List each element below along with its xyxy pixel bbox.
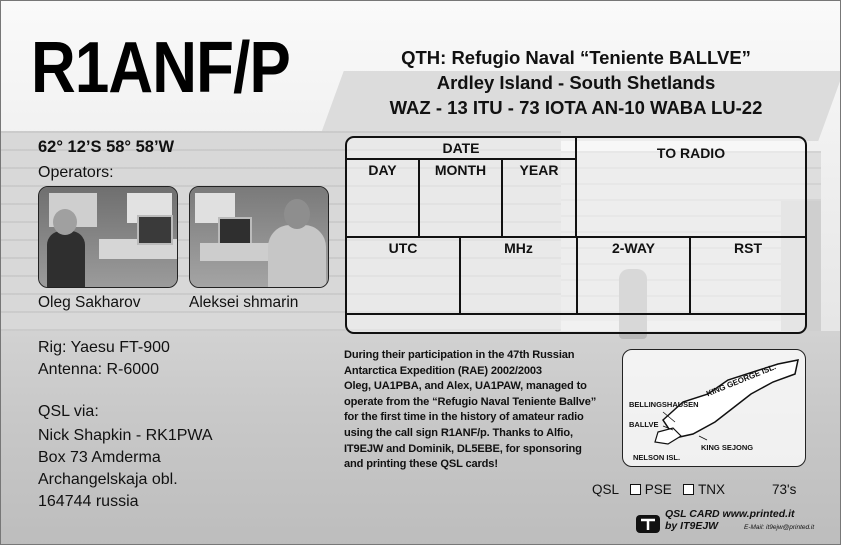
story-line: operate from the “Refugio Naval Teniente Ballve” xyxy=(344,395,597,408)
qsl-label: QSL xyxy=(592,482,619,497)
operator-photo-aleksei xyxy=(189,186,329,288)
mhz-column: MHz xyxy=(504,240,533,256)
printer-contact: E-Mail: it9ejw@printed.it xyxy=(744,524,815,531)
operator-photo-oleg xyxy=(38,186,178,288)
callsign-title: R1ANF/P xyxy=(31,28,290,108)
qsl-via-label: QSL via: xyxy=(38,403,99,420)
pse-checkbox[interactable] xyxy=(630,484,641,495)
map-label-ballve: BALLVE xyxy=(629,420,659,429)
rst-column: RST xyxy=(734,240,762,256)
operator-name-2: Aleksei shmarin xyxy=(189,294,299,311)
story-line: Antarctica Expedition (RAE) 2002/2003 xyxy=(344,364,542,377)
rig-line: Rig: Yaesu FT-900 xyxy=(38,339,170,356)
story-line: IT9EJW and Dominik, DL5EBE, for sponsoring xyxy=(344,442,582,455)
year-column: YEAR xyxy=(519,162,559,178)
printer-line: QSL CARD www.printed.it xyxy=(665,508,795,520)
coordinates: 62° 12’S 58° 58’W xyxy=(38,138,175,156)
story-line: for the first time in the history of amateur radio xyxy=(344,411,584,424)
qth-line: QTH: Refugio Naval “Teniente BALLVE” xyxy=(401,47,751,68)
map-label-nelson: NELSON ISL. xyxy=(633,453,681,462)
month-column: MONTH xyxy=(434,162,487,178)
operator-name-1: Oleg Sakharov xyxy=(38,294,141,311)
tnx-checkbox[interactable] xyxy=(683,484,694,495)
antenna-line: Antenna: R-6000 xyxy=(38,361,159,378)
qsl-status-row xyxy=(592,482,725,497)
zones-line: WAZ - 13 ITU - 73 IOTA AN-10 WABA LU-22 xyxy=(389,97,763,118)
island-line: Ardley Island - South Shetlands xyxy=(436,72,716,93)
map-label-king-george: KING GEORGE ISL. xyxy=(705,362,778,399)
map-label-king-sejong: KING SEJONG xyxy=(701,443,754,452)
story-line: During their participation in the 47th Russian xyxy=(344,349,575,361)
seventy-threes: 73's xyxy=(772,482,797,497)
utc-column: UTC xyxy=(388,240,418,256)
printer-logo-icon xyxy=(635,513,661,535)
to-radio-label: TO RADIO xyxy=(656,145,726,161)
pse-label: PSE xyxy=(644,482,672,497)
qsl-via-line: Archangelskaja obl. xyxy=(38,471,178,488)
operators-label: Operators: xyxy=(38,164,114,181)
date-header: DATE xyxy=(442,140,480,156)
printer-by: by IT9EJW xyxy=(665,520,719,532)
qsl-via-line: Nick Shapkin - RK1PWA xyxy=(38,427,213,444)
expedition-story xyxy=(344,348,620,473)
qso-log-box xyxy=(345,136,807,334)
story-line: Oleg, UA1PBA, and Alex, UA1PAW, managed to xyxy=(344,380,587,393)
tnx-label: TNX xyxy=(698,482,726,497)
story-line: and printing these QSL cards! xyxy=(344,458,498,471)
day-column: DAY xyxy=(368,162,397,178)
location-map xyxy=(622,349,806,467)
map-label-bellingshausen: BELLINGSHAUSEN xyxy=(629,400,699,409)
qsl-via-line: Box 73 Amderma xyxy=(38,449,161,466)
story-line: using the call sign R1ANF/p. Thanks to Alfio, xyxy=(344,426,573,439)
two-way-column: 2-WAY xyxy=(611,240,656,256)
qsl-via-line: 164744 russia xyxy=(38,493,139,510)
